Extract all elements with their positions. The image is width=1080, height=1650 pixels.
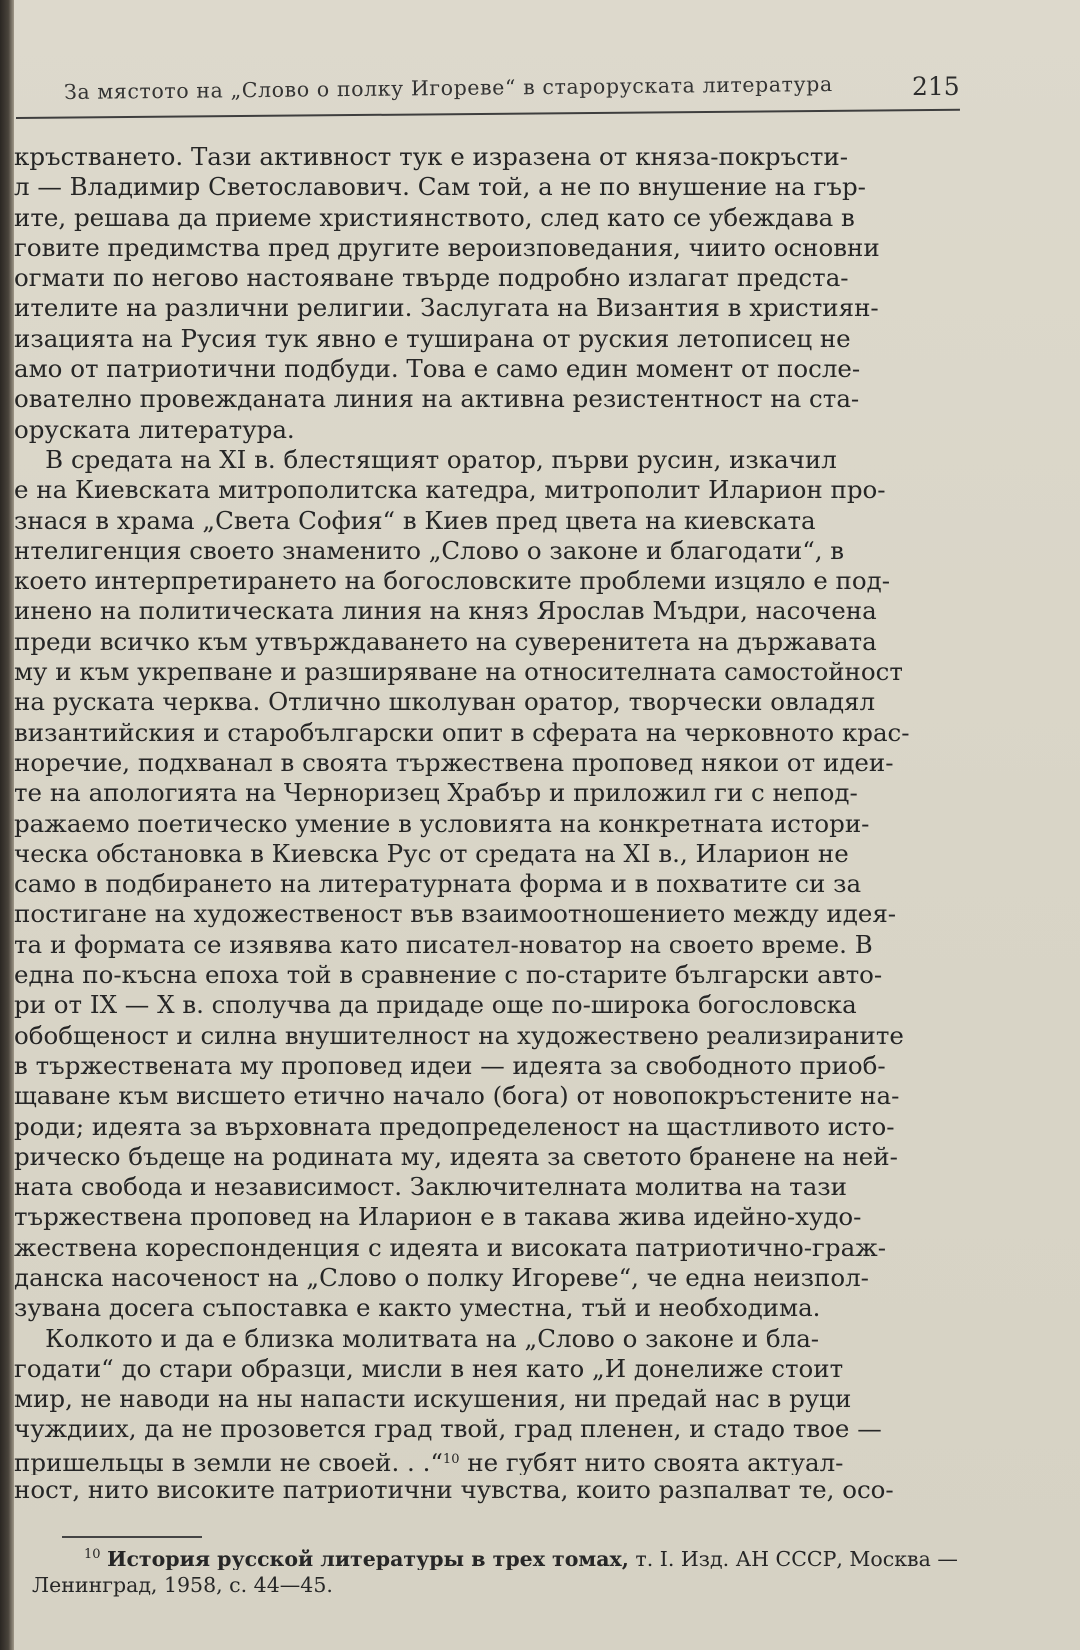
footnote-rule [62,1536,202,1538]
line-fit-wrapper [14,596,877,626]
body-line [14,869,994,899]
body-line-footnote-ref [14,1445,994,1475]
body-line-text: годати“ до стари образци, мисли в нея като „И донелиже стоит [14,1353,844,1383]
footnote-city-year: Ленинград, 1958, с. 44—45. [32,1573,333,1597]
body-line-text: чуждиих, да не прозовется град твой, град пленен, и стадо твое — [14,1414,882,1444]
line-fit-wrapper [14,1324,819,1354]
body-line-text: пришельцы в земли не своей. . .“ [14,1447,443,1476]
footnote-reference[interactable]: 10 [442,1451,460,1467]
body-line-text: жествена кореспонденция с идеята и високата патриотично-граж- [14,1232,886,1262]
body-line [14,1172,994,1202]
body-line [14,778,994,808]
line-fit-wrapper [14,930,873,960]
body-line-text: преди всичко към утвърждаването на суверенитета на държавата [14,626,877,656]
body-line [14,536,994,566]
line-fit-wrapper [14,1142,898,1172]
body-line-text: ната свобода и независимост. Заключителната молитва на тази [14,1172,847,1202]
body-line-text: роди; идеята за върховната предопределеност на щастливото исто- [14,1111,895,1141]
body-line-text: щаване към висшето етично начало (бога) от новопокръстените на- [14,1081,900,1111]
line-fit-wrapper [14,445,837,475]
body-line [14,415,994,445]
body-line-text: византийския и старобългарски опит в сферата на черковното крас- [14,717,910,747]
line-fit-wrapper [14,657,903,687]
body-line [14,627,994,657]
body-line-text: кръстването. Тази активност тук е изразена от княза-покръсти- [14,142,849,171]
page-number: 215 [912,72,960,101]
body-line [14,657,994,687]
line-fit-wrapper [14,1293,820,1323]
body-line [14,1202,994,1232]
line-fit-wrapper [14,1263,869,1293]
line-fit-wrapper [14,839,849,869]
line-fit-wrapper [14,536,844,566]
line-fit-wrapper [14,1112,894,1142]
line-fit-wrapper [14,960,882,990]
body-line-text: данска насоченост на „Слово о полку Игореве“, че една неизпол- [14,1262,869,1292]
line-fit-wrapper [14,990,857,1020]
line-fit-wrapper [14,1414,882,1444]
footnote-title: История русской литературы в трех томах, [107,1547,629,1570]
line-fit-wrapper [14,1445,843,1475]
body-line [14,1475,994,1505]
footnote-marker: 10 [84,1547,101,1562]
body-line-text: амо от патриотични подбуди. Това е само един момент от после- [14,354,861,384]
body-line [14,1293,994,1323]
body-line-text: е на Киевската митрополитска катедра, митрополит Иларион про- [14,475,886,505]
body-line-text: л — Владимир Светославович. Сам той, а не по внушение на гър- [14,172,866,202]
body-line [14,960,994,990]
footnote [14,1540,1004,1600]
body-line-text: оруската литература. [14,414,295,444]
body-line-text: в тържествената му проповед идеи — идеята за свободното приоб- [14,1050,886,1080]
body-line-text: не губят нито своята актуал- [459,1447,844,1476]
body-line [14,1112,994,1142]
line-fit-wrapper [14,1354,843,1384]
body-line-text: В средата на XI в. блестящият оратор, първи русин, изкачил [14,444,837,474]
body-line [14,1233,994,1263]
line-fit-wrapper [14,627,877,657]
body-line-text: което интерпретирането на богословските проблеми изцяло е под- [14,566,890,596]
body-line-text: му и към укрепване и разширяване на относителната самостойност [14,657,903,687]
line-fit-wrapper [14,263,849,293]
body-line-text: ческа обстановка в Киевска Рус от средата на XI в., Иларион не [14,838,849,868]
body-line [14,718,994,748]
line-fit-wrapper [14,203,855,233]
body-line-text: нтелигенция своето знаменито „Слово о законе и благодати“, в [14,535,845,565]
line-fit-wrapper [14,415,295,445]
line-fit-wrapper [14,869,861,899]
body-line [14,384,994,414]
body-line-text: ражаемо поетическо умение в условията на конкретната истори- [14,808,870,838]
footnote-publisher: т. I. Изд. АН СССР, Москва — [628,1547,958,1570]
body-line-text: огмати по негово настояване твърде подробно излагат предста- [14,263,849,293]
body-line [14,1142,994,1172]
line-fit-wrapper [14,1021,904,1051]
line-fit-wrapper [14,1051,886,1081]
binding-edge [0,0,14,1650]
body-line-text: Колкото и да е близка молитвата на „Слово о законе и бла- [14,1323,820,1353]
line-fit-wrapper [14,1233,886,1263]
body-text [14,142,994,1505]
body-line-text: рическо бъдеще на родината му, идеята за светото бранене на ней- [14,1141,898,1171]
line-fit-wrapper [14,354,860,384]
body-line [14,839,994,869]
body-line [14,1324,994,1354]
running-head-title: За мястото на „Слово о полку Игореве“ в староруската литература [63,71,833,104]
line-fit-wrapper [14,324,851,354]
body-line-text: постигане на художественост във взаимоотношението между идея- [14,899,897,929]
line-fit-wrapper [14,687,875,717]
body-line-text: ителите на различни религии. Заслугата на Византия в християн- [14,293,879,323]
body-line [14,1354,994,1384]
body-line-text: та и формата се изявява като писател-новатор на своето време. В [14,929,873,959]
body-line [14,687,994,717]
line-fit-wrapper [14,899,896,929]
body-line-text: норечие, подхванал в своята тържествена проповед някои от идеи- [14,747,894,777]
line-fit-wrapper [14,172,866,202]
body-line [14,1384,994,1414]
line-fit-wrapper [14,566,890,596]
line-fit-wrapper [14,506,816,536]
body-line-text: те на апологията на Черноризец Храбър и приложил ги с непод- [14,778,858,808]
body-line [14,445,994,475]
line-fit-wrapper [14,718,910,748]
body-line-text: инено на политическата линия на княз Ярослав Мъдри, насочена [14,596,877,626]
body-line-text: само в подбирането на литературната форма и в похватите си за [14,869,862,899]
line-fit-wrapper [14,748,894,778]
body-line [14,324,994,354]
footnote-line [14,1570,1004,1600]
line-fit-wrapper [14,1081,899,1111]
line-fit-wrapper [14,778,858,808]
body-line [14,172,994,202]
body-line [14,566,994,596]
body-line [14,596,994,626]
body-line [14,748,994,778]
line-fit-wrapper [14,1202,861,1232]
line-fit-wrapper [14,142,848,172]
line-fit-wrapper [14,475,886,505]
line-fit-wrapper [14,1384,851,1414]
body-line [14,1021,994,1051]
body-line-text: тържествена проповед на Иларион е в такава жива идейно-худо- [14,1202,862,1232]
body-line [14,506,994,536]
body-line-text: ри от IX — X в. сполучва да придаде още по-широка богословска [14,990,857,1020]
body-line-text: ите, решава да приеме християнството, след като се убеждава в [14,202,855,232]
line-fit-wrapper [14,384,859,414]
body-line-text: ователно провежданата линия на активна резистентност на ста- [14,384,860,414]
body-line [14,293,994,323]
line-fit-wrapper [14,1172,847,1202]
body-lines [14,142,994,1445]
line-fit-wrapper [14,293,879,323]
body-line [14,203,994,233]
body-line [14,1051,994,1081]
body-line-text: мир, не наводи на ны напасти искушения, ни предай нас в руци [14,1384,852,1414]
body-line [14,809,994,839]
body-line-text: на руската черква. Отлично школуван оратор, творчески овладял [14,687,876,717]
line-fit-wrapper [14,1475,894,1505]
running-head [64,72,964,112]
body-line [14,1414,994,1444]
body-line-text: изацията на Русия тук явно е туширана от руския летописец не [14,323,851,353]
body-line [14,930,994,960]
body-line [14,142,994,172]
body-line [14,899,994,929]
body-line-text: зувана досега съпоставка е както уместна, тъй и необходима. [14,1293,821,1323]
body-line-text: обобщеност и силна внушителност на художествено реализираните [14,1020,904,1050]
body-line-text: ност, нито високите патриотични чувства, които разпалват те, осо- [14,1475,894,1505]
body-line-text: знася в храма „Света София“ в Киев пред цвета на киевската [14,505,816,535]
body-line [14,233,994,263]
line-fit-wrapper [14,233,880,263]
body-line [14,1263,994,1293]
body-line [14,475,994,505]
body-line-text: една по-късна епоха той в сравнение с по-старите български авто- [14,960,883,990]
body-line-text: говите предимства пред другите вероизповедания, чиито основни [14,232,880,262]
line-fit-wrapper [14,809,869,839]
body-line [14,990,994,1020]
body-line [14,354,994,384]
body-line [14,1081,994,1111]
footnote-line [14,1540,1004,1570]
body-line [14,263,994,293]
